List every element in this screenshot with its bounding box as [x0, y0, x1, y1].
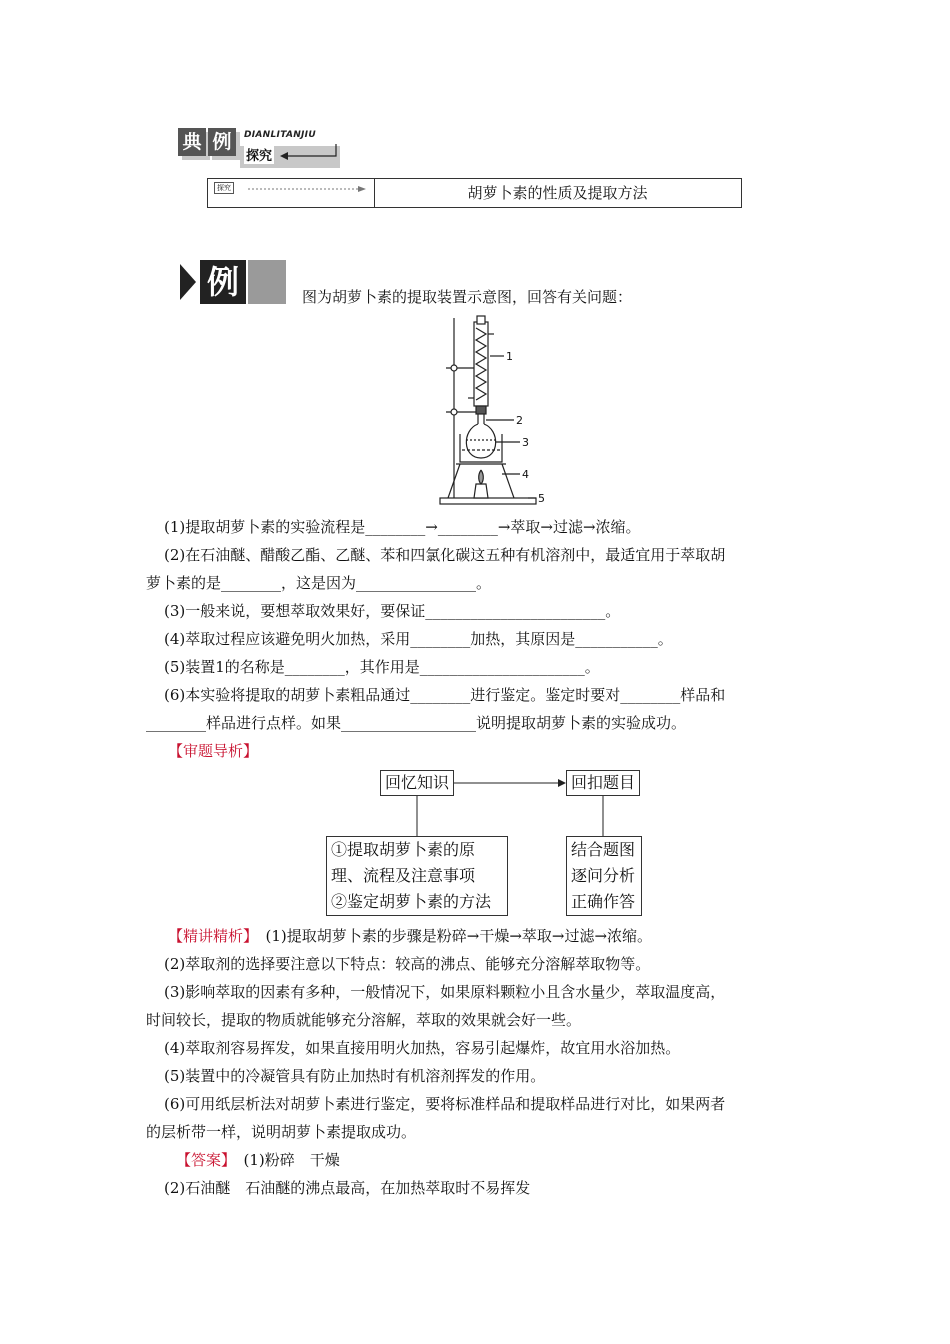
figure-label-5: 5 — [538, 492, 545, 505]
answer-label: 【答案】 — [176, 1151, 229, 1169]
method-line-2: 逐问分析 — [571, 866, 636, 885]
question-3: (3)一般来说，要想萃取效果好，要保证________________________。 — [164, 602, 621, 620]
banner-char-2: 例 — [208, 128, 236, 156]
figure-label-1: 1 — [506, 350, 513, 363]
explanation-p2: (2)萃取剂的选择要注意以下特点：较高的沸点、能够充分溶解萃取物等。 — [164, 955, 651, 973]
method-box — [566, 836, 642, 916]
example-badge-shade — [248, 260, 286, 304]
flow-arrow-icon — [558, 779, 566, 787]
question-6-line-1: (6)本实验将提取的胡萝卜素粗品通过________进行鉴定。鉴定时要对________样品和 — [164, 686, 726, 704]
method-line-1: 结合题图 — [571, 840, 636, 859]
explanation-p6-line-1: (6)可用纸层析法对胡萝卜素进行鉴定，要将标准样品和提取样品进行对比，如果两者 — [164, 1095, 726, 1113]
knowledge-line-2: 理、流程及注意事项 — [331, 866, 476, 885]
figure-label-3: 3 — [522, 436, 529, 449]
explanation-p5: (5)装置中的冷凝管具有防止加热时有机溶剂挥发的作用。 — [164, 1067, 546, 1085]
section-banner — [178, 128, 343, 170]
question-1: (1)提取胡萝卜素的实验流程是________→________→萃取→过滤→浓缩。 — [164, 518, 641, 536]
explanation-p3-line-2: 时间较长，提取的物质就能够充分溶解，萃取的效果就会好一些。 — [146, 1011, 582, 1029]
recall-knowledge-text: 回忆知识 — [385, 773, 450, 792]
answer-2: (2)石油醚 石油醚的沸点最高，在加热萃取时不易挥发 — [164, 1179, 531, 1197]
knowledge-box — [326, 836, 508, 916]
extraction-apparatus-figure — [432, 312, 552, 508]
banner-subtitle: 探究 — [244, 145, 274, 164]
method-line-3: 正确作答 — [571, 892, 636, 911]
return-question-text: 回扣题目 — [571, 773, 636, 792]
explanation-p1: (1)提取胡萝卜素的步骤是粉碎→干燥→萃取→过滤→浓缩。 — [250, 927, 653, 945]
question-5: (5)装置1的名称是________，其作用是______________________。 — [164, 658, 600, 676]
knowledge-line-1: ①提取胡萝卜素的原 — [331, 840, 476, 859]
topic-bar-left — [208, 179, 375, 207]
question-6-line-2: ________样品进行点样。如果__________________说明提取胡萝卜素的实验成功。 — [146, 714, 687, 732]
topic-bar — [207, 178, 742, 208]
figure-label-2: 2 — [516, 414, 523, 427]
explanation-p3-line-1: (3)影响萃取的因素有多种，一般情况下，如果原料颗粒小且含水量少，萃取温度高， — [164, 983, 726, 1001]
question-2-line-2: 萝卜素的是________，这是因为________________。 — [146, 574, 492, 592]
banner-char-1: 典 — [178, 128, 206, 156]
explanation-p6-line-2: 的层析带一样，说明胡萝卜素提取成功。 — [146, 1123, 417, 1141]
question-4: (4)萃取过程应该避免明火加热，采用________加热，其原因是___________。 — [164, 630, 673, 648]
knowledge-line-3: ②鉴定胡萝卜素的方法 — [331, 892, 492, 911]
answer-1: (1)粉碎 干燥 — [228, 1151, 340, 1169]
analysis-label: 【审题导析】 — [168, 742, 259, 760]
figure-label-4: 4 — [522, 468, 529, 481]
triangle-icon — [176, 260, 200, 304]
dotted-arrow-icon — [248, 185, 366, 193]
example-intro: 图为胡萝卜素的提取装置示意图，回答有关问题： — [302, 288, 633, 306]
flow-connectors — [380, 770, 650, 840]
example-badge — [176, 260, 286, 304]
example-char: 例 — [200, 260, 246, 304]
explanation-p4: (4)萃取剂容易挥发，如果直接用明火加热，容易引起爆炸，故宜用水浴加热。 — [164, 1039, 681, 1057]
banner-arrow-icon — [278, 144, 340, 164]
banner-pinyin: DIANLITANJIU — [244, 130, 316, 140]
question-2-line-1: (2)在石油醚、醋酸乙酯、乙醚、苯和四氯化碳这五种有机溶剂中，最适宜用于萃取胡 — [164, 546, 726, 564]
explanation-label: 【精讲精析】 — [168, 927, 251, 945]
topic-title: 胡萝卜素的性质及提取方法 — [467, 184, 648, 202]
topic-tag: 探究 — [214, 182, 234, 194]
